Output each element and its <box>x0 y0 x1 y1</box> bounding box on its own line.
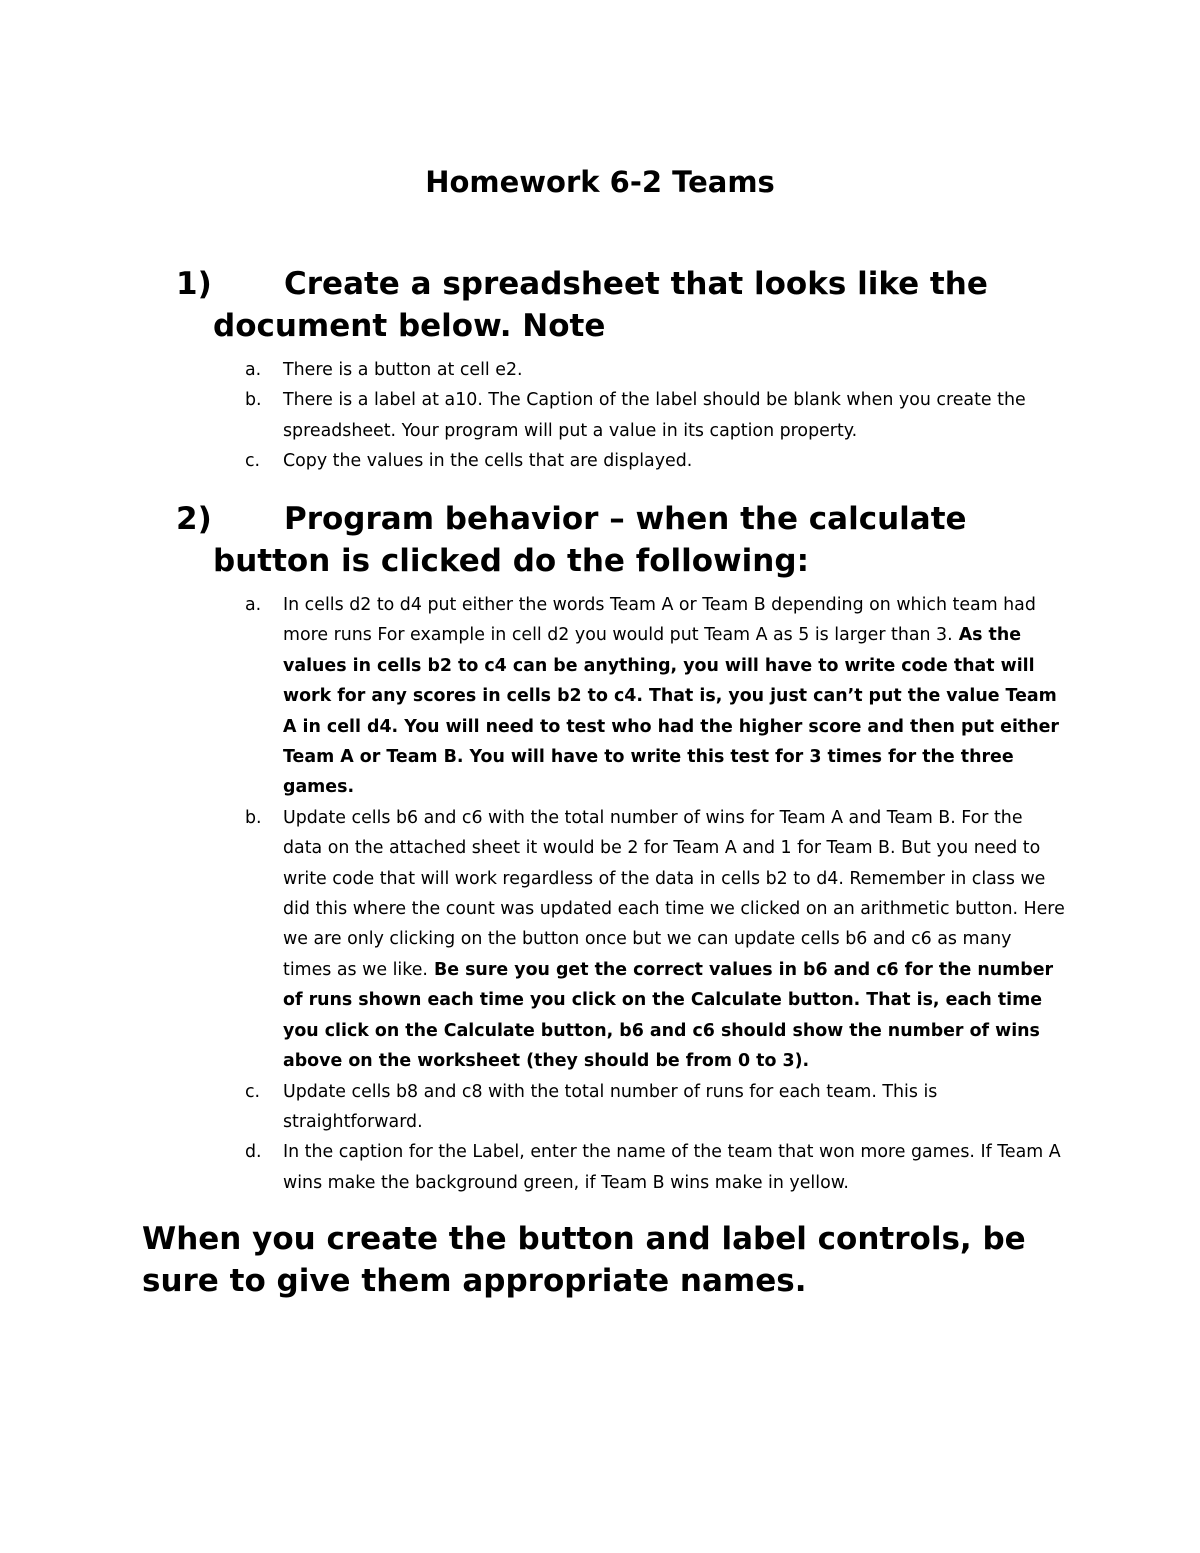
list-item-text: Copy the values in the cells that are displayed. <box>283 451 693 472</box>
list-item <box>245 590 1065 803</box>
list-item <box>245 385 1065 446</box>
list-marker: c. <box>245 451 261 472</box>
section-1-list <box>245 355 1065 477</box>
section-1-heading-line-1: Create a spreadsheet that looks like the <box>284 266 988 302</box>
list-item-text <box>283 590 1065 803</box>
list-marker: b. <box>245 807 262 828</box>
list-item-text: There is a label at a10. The Caption of the label should be blank when you create the spreadsheet. Your program will put a value in its caption property. <box>283 390 1026 441</box>
list-item <box>245 355 1065 385</box>
list-item <box>245 1077 1065 1138</box>
section-2-heading-line-2: button is clicked do the following: <box>213 543 809 579</box>
item-a-bold-text: As the values in cells b2 to c4 can be anything, you will have to write code that will work for any scores in cells b2 to c4. That is, you just can’t put the value Team A in cell d4. You will need to test who had the higher score and then put either Team A or Team B. You will have to write this test for 3 times for the three games. <box>283 625 1059 798</box>
list-item-text: In the caption for the Label, enter the name of the team that won more games. If Team A wins make the background green, if Team B wins make in yellow. <box>283 1142 1061 1193</box>
section-2-list <box>245 590 1065 1198</box>
section-1-number: 1) <box>176 266 212 302</box>
list-item <box>245 446 1065 476</box>
section-1-heading-line-2: document below. Note <box>213 308 606 344</box>
list-item-text <box>283 803 1065 1077</box>
list-marker: d. <box>245 1142 262 1163</box>
document-title: Homework 6-2 Teams <box>425 165 775 199</box>
list-item <box>245 1137 1065 1198</box>
item-b-bold-text: Be sure you get the correct values in b6 and c6 for the number of runs shown each time you click on the Calculate button. That is, each time you click on the Calculate button, b6 and c6 should show the number of wins above on the worksheet (they should be from 0 to 3). <box>283 959 1054 1072</box>
list-item-text: Update cells b8 and c8 with the total number of runs for each team. This is straightforward. <box>283 1081 938 1132</box>
section-1-heading <box>176 263 1076 347</box>
list-marker: b. <box>245 390 262 411</box>
item-a-text: In cells d2 to d4 put either the words Team A or Team B depending on which team had more runs For example in cell d2 you would put Team A as 5 is larger than 3. <box>283 595 1036 646</box>
list-marker: c. <box>245 1081 261 1102</box>
list-item-text: There is a button at cell e2. <box>283 360 523 380</box>
item-b-text: Update cells b6 and c6 with the total number of wins for Team A and Team B. For the data on the attached sheet it would be 2 for Team A and 1 for Team B. But you need to write code that will work regardless of the data in cells b2 to d4. Remember in class we did this where the count was updated each time we clicked on an arithmetic button. Here we are only clicking on the button once but we can update cells b6 and c6 as many times as we like. <box>283 807 1065 980</box>
section-2-heading <box>176 498 1076 582</box>
list-item <box>245 803 1065 1077</box>
closing-note: When you create the button and label controls, be sure to give them appropriate names. <box>142 1221 1026 1299</box>
list-marker: a. <box>245 360 262 380</box>
section-2-number: 2) <box>176 501 212 537</box>
list-marker: a. <box>245 595 262 615</box>
section-2-heading-line-1: Program behavior – when the calculate <box>284 501 967 537</box>
